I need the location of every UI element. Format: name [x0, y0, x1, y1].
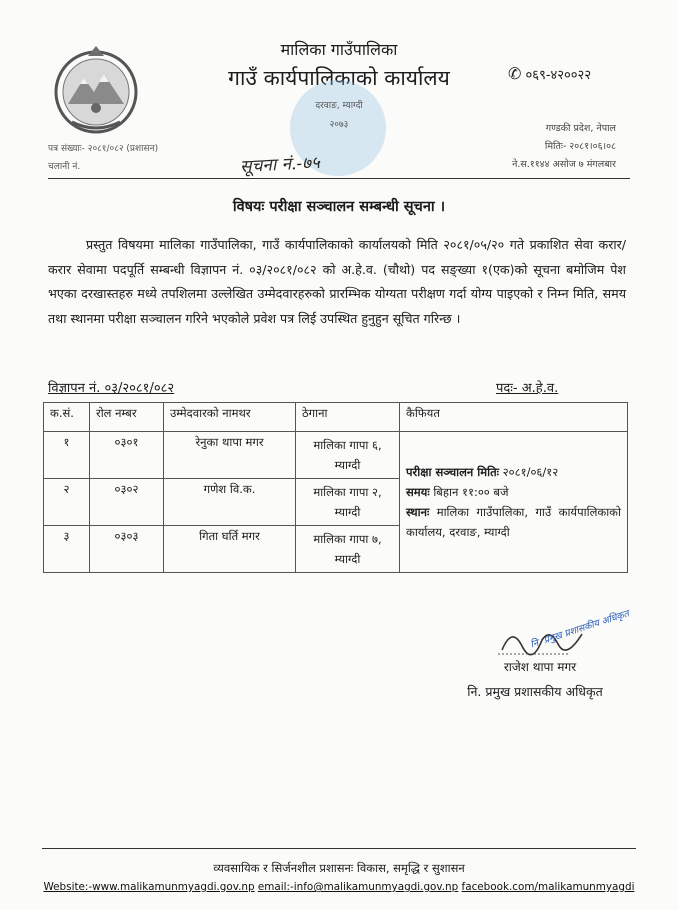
letter-number: पत्र संख्याः- २०८१/०८२ (प्रशासन)	[48, 144, 159, 154]
address-district: म्याग्दी	[334, 505, 361, 519]
cell-sn: ३	[44, 526, 90, 573]
dispatch-number: चलानी नं.	[48, 162, 81, 172]
col-header-sn: क.सं.	[44, 403, 90, 432]
post-title: पदः- अ.हे.व.	[496, 381, 559, 396]
cell-roll: ०३०१	[90, 432, 164, 479]
footer-contact	[0, 881, 678, 893]
exam-date: परीक्षा सञ्चालन मितिः २०८१/०६/१२	[406, 465, 559, 479]
office-name: गाउँ कार्यपालिकाको कार्यालय	[228, 66, 450, 90]
cell-roll: ०३०२	[90, 479, 164, 526]
address-line: मालिका गापा ६,	[313, 438, 382, 452]
col-header-remarks: कैफियत	[400, 403, 628, 432]
col-header-address: ठेगाना	[296, 403, 400, 432]
table-row	[44, 432, 628, 479]
notice-number: सूचना नं.-७५	[239, 152, 321, 178]
website-link[interactable]: Website:-www.malikamunmyagdi.gov.np	[43, 881, 255, 893]
email-link[interactable]: email:-info@malikamunmyagdi.gov.np	[257, 881, 459, 893]
address-district: म्याग्दी	[334, 552, 361, 566]
cell-address	[296, 479, 400, 526]
province-text: गण्डकी प्रदेश, नेपाल	[545, 123, 616, 134]
signature-stamp: नि. प्रमुख प्रशासकीय अधिकृत	[529, 608, 631, 651]
municipality-name: मालिका गाउँपालिका	[280, 40, 398, 59]
table-header-row	[44, 403, 628, 432]
phone-icon: ✆	[508, 64, 522, 83]
cell-name: रेनुका थापा मगर	[164, 432, 296, 479]
header-divider	[48, 178, 630, 179]
cell-roll: ०३०३	[90, 526, 164, 573]
cell-name: गिता घर्ति मगर	[164, 526, 296, 573]
phone-number: ०६९-४२००२२	[525, 68, 592, 83]
office-address: दरवाङ, म्याग्दी	[315, 101, 363, 111]
subject-line: विषयः परीक्षा सञ्चालन सम्बन्धी सूचना ।	[232, 199, 446, 215]
footer-slogan: व्यवसायिक र सिर्जनशील प्रशासनः विकास, समृद्धि र सुशासन	[213, 861, 465, 875]
notice-body	[48, 233, 626, 331]
cell-sn: १	[44, 432, 90, 479]
notice-body-text: प्रस्तुत विषयमा मालिका गाउँपालिका, गाउँ कार्यपालिकाको कार्यालयको मिति २०८१/०५/२० गते प्रकाशित सेवा करार/करार सेवामा पदपूर्ति सम्बन्धी विज्ञापन नं. ०३/२०८१/०८२ को अ.हे.व. (चौथो) पद सङ्ख्या १(एक)को सूचना बमोजिम पेश भएका दरखास्तहरु मध्ये तपशिलमा उल्लेखित उम्मेदवारहरुको प्रारम्भिक योग्यता परीक्षण गर्दा योग्य पाइएको र निम्न मिति, समय तथा स्थानमा परीक्षा सञ्चालन गरिने भएकोले प्रवेश पत्र लिई उपस्थित हुनुहुन सूचित गरिन्छ ।	[48, 237, 626, 326]
col-header-name: उम्मेदवारको नामथर	[164, 403, 296, 432]
phone-contact	[508, 64, 591, 83]
signatory-name: राजेश थापा मगर	[503, 660, 577, 674]
cell-remarks	[400, 432, 628, 573]
cell-sn: २	[44, 479, 90, 526]
col-header-roll: रोल नम्बर	[90, 403, 164, 432]
candidate-table	[43, 402, 628, 573]
cell-address	[296, 526, 400, 573]
exam-time: समयः बिहान ११:०० बजे	[406, 485, 509, 499]
cell-address	[296, 432, 400, 479]
exam-place: स्थानः मालिका गाउँपालिका, गाउँ कार्यपालिकाको कार्यालय, दरवाङ, म्याग्दी	[406, 505, 621, 539]
advertisement-number: विज्ञापन नं. ०३/२०८१/०८२	[48, 381, 175, 396]
cell-name: गणेश वि.क.	[164, 479, 296, 526]
facebook-link[interactable]: facebook.com/malikamunmyagdi	[461, 881, 635, 893]
nepal-sambat-date: ने.स.११४४ असोज ७ मंगलबार	[512, 159, 616, 170]
address-district: म्याग्दी	[334, 458, 361, 472]
address-line: मालिका गापा २,	[313, 485, 382, 499]
established-year: २०७३	[329, 120, 349, 130]
footer-divider	[42, 848, 636, 849]
signatory-designation: नि. प्रमुख प्रशासकीय अधिकृत	[467, 684, 603, 699]
issue-date: मितिः- २०८१।०६।०८	[544, 141, 616, 152]
address-line: मालिका गापा ७,	[313, 532, 382, 546]
